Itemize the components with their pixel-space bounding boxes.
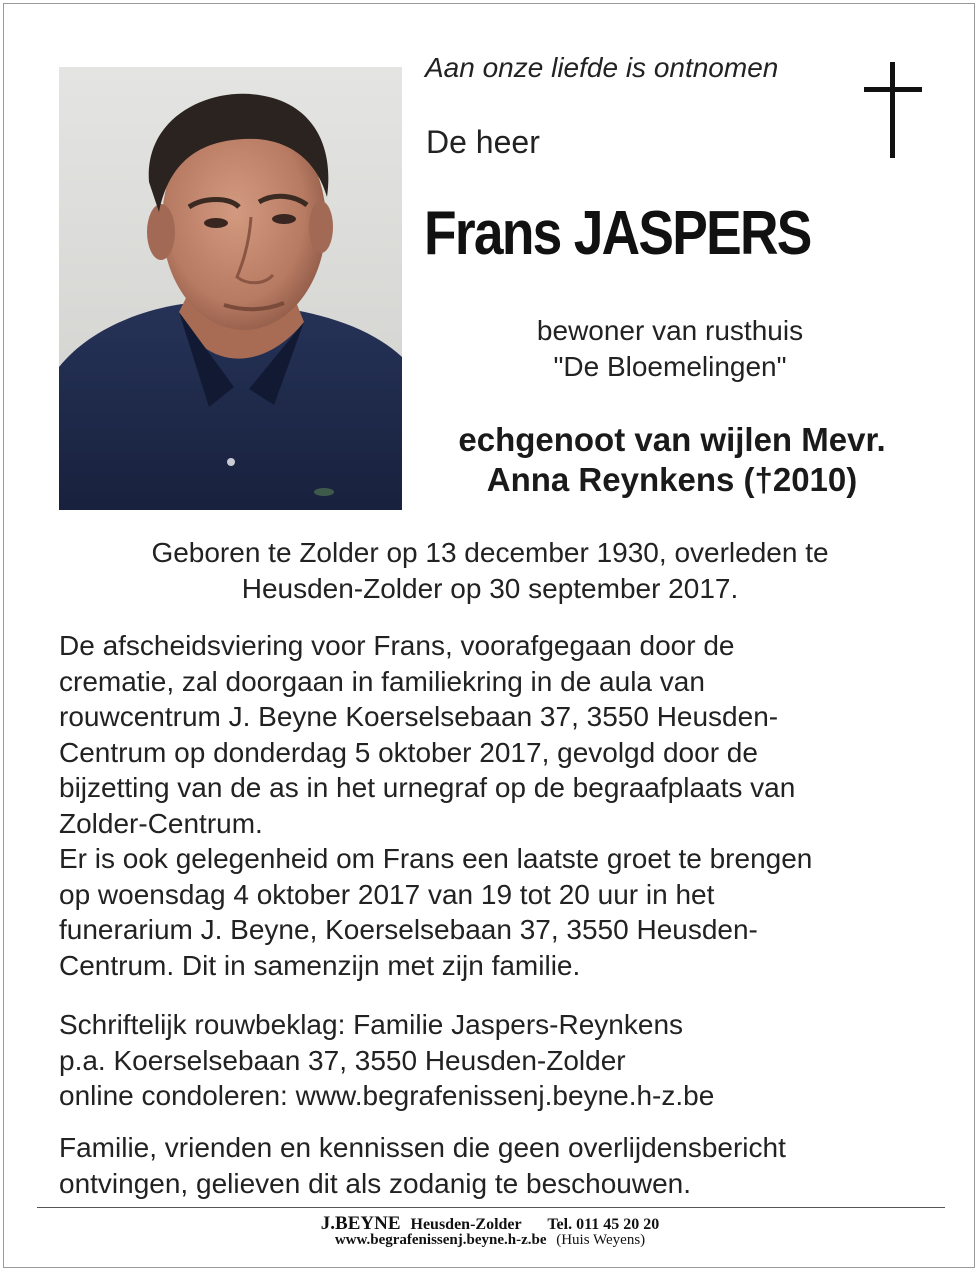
portrait-photo (59, 67, 402, 510)
residence-line: "De Bloemelingen" (553, 351, 787, 382)
funeral-home-website: www.begrafenissenj.beyne.h-z.be (334, 1232, 547, 1248)
service-line: Centrum. Dit in samenzijn met zijn familie. (59, 949, 581, 981)
service-line: De afscheidsviering voor Frans, voorafgegaan door de (59, 630, 735, 661)
birth-death-info (40, 535, 940, 607)
closing-paragraph (59, 1130, 939, 1201)
funeral-home-web (0, 1232, 980, 1249)
birth-line: Heusden-Zolder op 30 september 2017. (241, 573, 739, 604)
closing-line: Familie, vrienden en kennissen die geen overlijdensbericht (59, 1132, 786, 1163)
residence-line: bewoner van rusthuis (536, 315, 804, 346)
service-line: rouwcentrum J. Beyne Koerselsebaan 37, 3550 Heusden- (59, 701, 779, 732)
condolence-line: p.a. Koerselsebaan 37, 3550 Heusden-Zolder (59, 1044, 626, 1076)
service-line: funerarium J. Beyne, Koerselsebaan 37, 3550 Heusden- (59, 914, 758, 945)
residence (420, 313, 920, 385)
funeral-home-phone: Tel. 011 45 20 20 (547, 1216, 660, 1233)
service-line: bijzetting van de as in het urnegraf op de begraafplaats van (59, 772, 796, 803)
cross-icon (864, 62, 922, 163)
condolence-line: online condoleren: www.begrafenissenj.beyne.h-z.be (59, 1080, 715, 1111)
spouse-info (410, 420, 934, 500)
spouse-line: echgenoot van wijlen Mevr. (458, 421, 886, 458)
service-line: Zolder-Centrum. (59, 807, 263, 839)
service-line: Centrum op donderdag 5 oktober 2017, gevolgd door de (59, 736, 758, 768)
footer-divider (37, 1207, 945, 1208)
service-paragraph (59, 628, 939, 983)
funeral-home-location: Heusden-Zolder (410, 1216, 522, 1233)
condolence-paragraph (59, 1007, 939, 1114)
closing-line: ontvingen, gelieven dit als zodanig te beschouwen. (59, 1167, 691, 1199)
service-line: op woensdag 4 oktober 2017 van 19 tot 20 uur in het (59, 878, 715, 910)
intro-text: Aan onze liefde is ontnomen (425, 52, 779, 83)
funeral-home-house: (Huis Weyens) (556, 1232, 646, 1248)
condolence-line: Schriftelijk rouwbeklag: Familie Jaspers-Reynkens (59, 1009, 684, 1040)
funeral-home-name: J.BEYNE (320, 1213, 401, 1234)
service-line: crematie, zal doorgaan in familiekring in de aula van (59, 665, 705, 697)
honorific: De heer (426, 124, 540, 160)
birth-line: Geboren te Zolder op 13 december 1930, overleden te (151, 537, 829, 568)
service-line: Er is ook gelegenheid om Frans een laatste groet te brengen (59, 843, 813, 874)
spouse-line: Anna Reynkens (†2010) (486, 461, 858, 498)
deceased-name: Frans JASPERS (424, 199, 811, 268)
